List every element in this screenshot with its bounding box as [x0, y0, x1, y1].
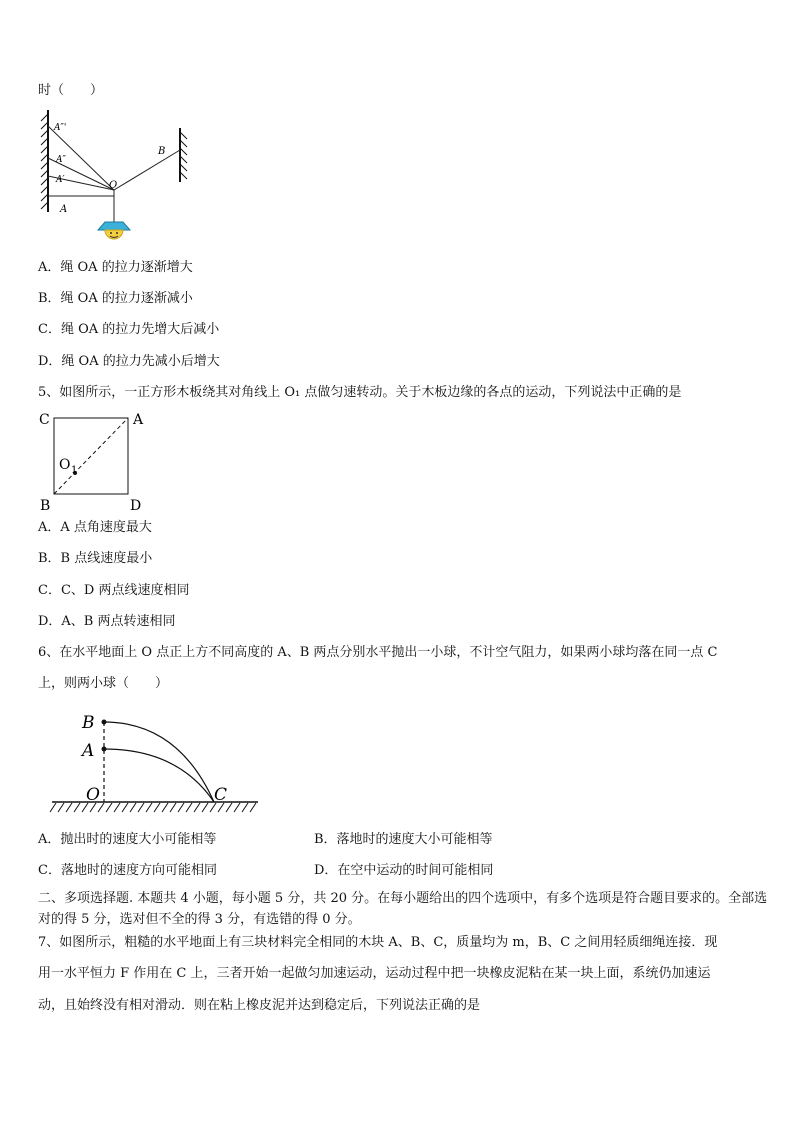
- label-o: O: [59, 457, 71, 473]
- label-a2: A″: [56, 155, 66, 165]
- q6-option-c: C．落地时的速度方向可能相同: [38, 863, 217, 878]
- label-a3: A″': [54, 123, 67, 133]
- q6-stem-1: 6、在水平地面上 O 点正上方不同高度的 A、B 两点分别水平抛出一小球，不计空气阻力，如果两小球均落在同一点 C: [38, 645, 718, 660]
- q7-line-2: 用一水平恒力 F 作用在 C 上，三者开始一起做匀加速运动，运动过程中把一块橡皮泥粘在某一块上面，系统仍加速运: [38, 966, 711, 981]
- label-b: B: [40, 498, 51, 512]
- q4-option-a: A．绳 OA 的拉力逐渐增大: [38, 260, 193, 275]
- q5-stem: 5、如图所示，一正方形木板绕其对角线上 O₁ 点做匀速转动。关于木板边缘的各点的运动，下列说法中正确的是: [38, 385, 682, 400]
- q6-option-b: B．落地时的速度大小可能相等: [314, 832, 493, 847]
- q6-option-a: A．抛出时的速度大小可能相等: [38, 832, 217, 847]
- q5-option-c: C．C、D 两点线速度相同: [38, 583, 190, 598]
- q5-option-a: A．A 点角速度最大: [38, 520, 152, 535]
- label-d: D: [130, 498, 142, 512]
- q7-line-3: 动，且始终没有相对滑动．则在粘上橡皮泥并达到稳定后，下列说法正确的是: [38, 998, 481, 1013]
- label-c: C: [39, 412, 50, 428]
- q4-tail: 时（ ）: [38, 83, 104, 98]
- label-a: A: [60, 204, 68, 215]
- label-o-sub: 1: [71, 465, 78, 476]
- label-a: A: [82, 741, 95, 761]
- label-c: C: [214, 785, 228, 805]
- section2-heading: 二、多项选择题. 本题共 4 小题，每小题 5 分，共 20 分。在每小题给出的四个选项中，有多个选项是符合题目要求的。全部选对的得 5 分，选对但不全的得 3 分，有选错的得 0 分。: [38, 891, 768, 927]
- label-b: B: [82, 713, 95, 733]
- label-a: A: [133, 412, 144, 428]
- q4-option-d: D．绳 OA 的拉力先减小后增大: [38, 354, 220, 369]
- label-a1: A′: [56, 175, 65, 185]
- q5-figure: [38, 406, 158, 512]
- q7-line-1: 7、如图所示，粗糙的水平地面上有三块材料完全相同的木块 A、B、C，质量均为 m，B、C 之间用轻质细绳连接．现: [38, 935, 718, 950]
- q5-option-b: B．B 点线速度最小: [38, 551, 153, 566]
- q6-figure: [48, 708, 264, 818]
- q4-option-b: B．绳 OA 的拉力逐渐减小: [38, 291, 193, 306]
- label-b: B: [158, 146, 166, 157]
- q4-option-c: C．绳 OA 的拉力先增大后减小: [38, 322, 220, 337]
- q4-figure: [38, 108, 208, 250]
- q6-option-d: D．在空中运动的时间可能相同: [314, 863, 494, 878]
- label-o: O: [109, 180, 118, 191]
- q5-option-d: D．A、B 两点转速相同: [38, 614, 176, 629]
- q6-stem-2: 上，则两小球（ ）: [38, 676, 169, 691]
- label-o: O: [86, 785, 100, 805]
